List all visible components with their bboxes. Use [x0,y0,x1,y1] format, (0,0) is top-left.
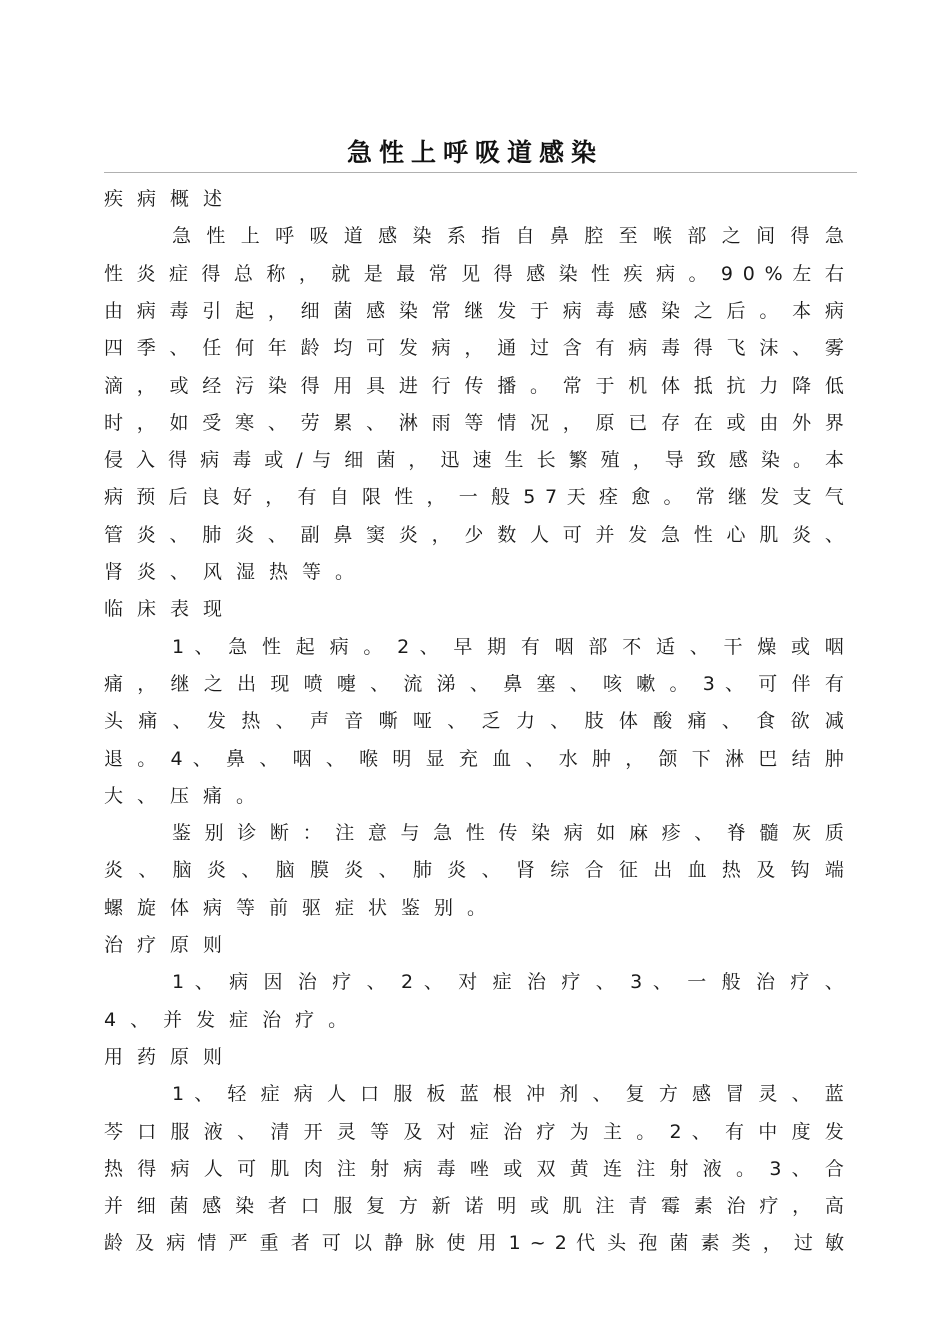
paragraph-line: 管 炎 、 肺 炎 、 副 鼻 窦 炎 ， 少 数 人 可 并 发 急 性 心 肌 炎 、 [104,524,844,546]
paragraph-line: 1 、 病 因 治 疗 、 2 、 对 症 治 疗 、 3 、 一 般 治 疗 、 [172,971,844,993]
paragraph-line: 4、并发症治疗。 [104,1009,362,1031]
paragraph-line: 性 炎 症 得 总 称 ， 就 是 最 常 见 得 感 染 性 疾 病 。 9 0 % 左 右 [104,263,844,285]
paragraph-line: 1 、 轻 症 病 人 口 服 板 蓝 根 冲 剂 、 复 方 感 冒 灵 、 蓝 [172,1083,844,1105]
section-heading: 治疗原则 [104,934,237,956]
paragraph-line: 大、压痛。 [104,785,270,807]
section-heading: 临床表现 [104,598,237,620]
paragraph-line: 病 预 后 良 好 ， 有 自 限 性 ， 一 般 5 7 天 痊 愈 。 常 继 发 支 气 [104,486,844,508]
document-title: 急性上呼吸道感染 [346,138,603,167]
paragraph-line: 滴 ， 或 经 污 染 得 用 具 进 行 传 播 。 常 于 机 体 抵 抗 力 降 低 [104,375,844,397]
paragraph-line: 痛 ， 继 之 出 现 喷 嚏 、 流 涕 、 鼻 塞 、 咳 嗽 。 3 、 可 伴 有 [104,673,844,695]
paragraph-line: 急 性 上 呼 吸 道 感 染 系 指 自 鼻 腔 至 喉 部 之 间 得 急 [172,225,844,247]
paragraph-line: 芩 口 服 液 、 清 开 灵 等 及 对 症 治 疗 为 主 。 2 、 有 中 度 发 [104,1121,844,1143]
paragraph-line: 四 季 、 任 何 年 龄 均 可 发 病 ， 通 过 含 有 病 毒 得 飞 沫 、 雾 [104,337,844,359]
title-divider [104,172,857,173]
paragraph-line: 侵 入 得 病 毒 或 / 与 细 菌 ， 迅 速 生 长 繁 殖 ， 导 致 感 染 。 本 [104,449,844,471]
section-heading: 疾病概述 [104,188,237,210]
paragraph-line: 炎 、 脑 炎 、 脑 膜 炎 、 肺 炎 、 肾 综 合 征 出 血 热 及 钩 端 [104,859,844,881]
paragraph-line: 1 、 急 性 起 病 。 2 、 早 期 有 咽 部 不 适 、 干 燥 或 咽 [172,636,844,658]
paragraph-line: 热 得 病 人 可 肌 肉 注 射 病 毒 唑 或 双 黄 连 注 射 液 。 3 、 合 [104,1158,844,1180]
paragraph-line: 鉴 别 诊 断 ： 注 意 与 急 性 传 染 病 如 麻 疹 、 脊 髓 灰 质 [172,822,844,844]
paragraph-line: 螺旋体病等前驱症状鉴别。 [104,897,501,919]
paragraph-line: 头 痛 、 发 热 、 声 音 嘶 哑 、 乏 力 、 肢 体 酸 痛 、 食 欲 减 [104,710,844,732]
paragraph-line: 并 细 菌 感 染 者 口 服 复 方 新 诺 明 或 肌 注 青 霉 素 治 疗 ， 高 [104,1195,844,1217]
section-heading: 用药原则 [104,1046,237,1068]
paragraph-line: 由 病 毒 引 起 ， 细 菌 感 染 常 继 发 于 病 毒 感 染 之 后 。 本 病 [104,300,844,322]
paragraph-line: 退 。 4 、 鼻 、 咽 、 喉 明 显 充 血 、 水 肿 ， 颌 下 淋 巴 结 肿 [104,748,844,770]
paragraph-line: 时 ， 如 受 寒 、 劳 累 、 淋 雨 等 情 况 ， 原 已 存 在 或 由 外 界 [104,412,844,434]
paragraph-line: 肾炎、风湿热等。 [104,561,369,583]
paragraph-line: 龄 及 病 情 严 重 者 可 以 静 脉 使 用 1 ~ 2 代 头 孢 菌 素 类 ， 过 敏 [104,1232,844,1254]
